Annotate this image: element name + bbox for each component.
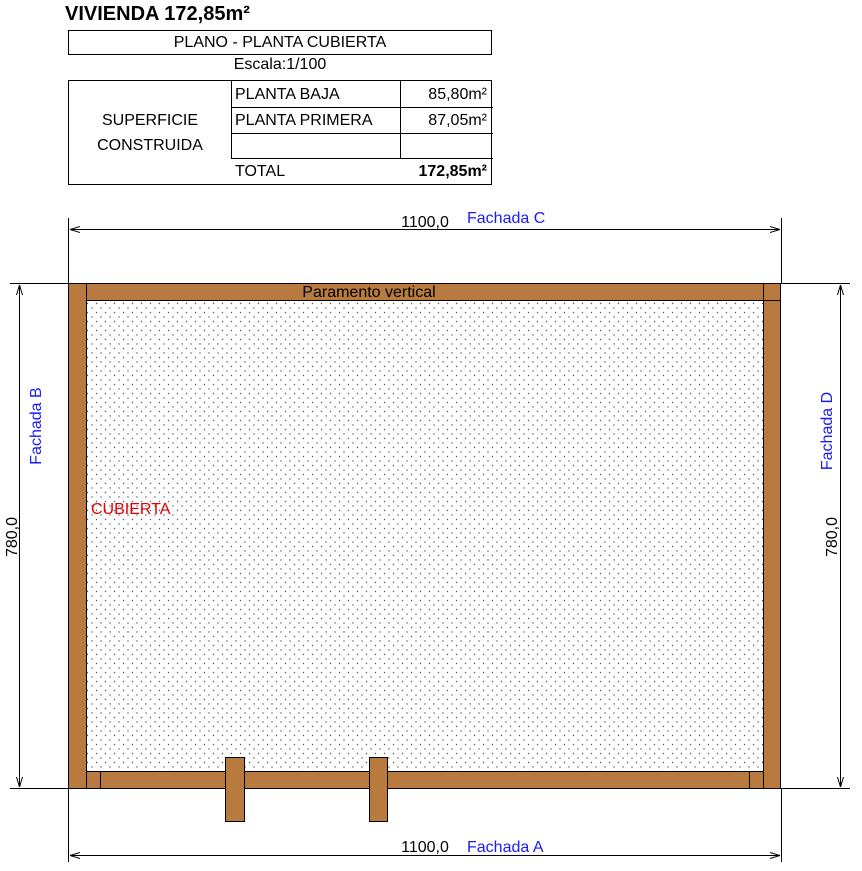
row-planta-baja-name: PLANTA BAJA [235,86,340,103]
row-planta-primera-name: PLANTA PRIMERA [235,112,373,129]
row-planta-baja-value: 85,80m² [428,86,487,103]
surface-label-line2: CONSTRUIDA [97,137,203,154]
facade-d-label: Fachada D [819,391,836,471]
post-left [226,758,245,822]
plan-title: VIVIENDA 172,85m² [65,3,250,25]
facade-a-label: Fachada A [467,839,544,856]
dimension-bottom-value: 1100,0 [401,839,449,856]
total-value: 172,85m² [418,163,487,180]
dimension-top-value: 1100,0 [401,214,449,231]
wall-label: Paramento vertical [302,284,436,301]
dimension-left-value: 780,0 [4,516,21,558]
scale-label: Escala:1/100 [233,56,327,73]
post-right [370,758,388,822]
facade-b-label: Fachada B [28,387,45,465]
facade-c-label: Fachada C [467,210,546,227]
roof-label: CUBIERTA [91,501,171,518]
dimension-right-value: 780,0 [824,516,841,558]
wall-bottom [87,772,764,789]
wall-right [764,301,781,789]
roof-area [86,300,764,772]
plan-name: PLANO - PLANTA CUBIERTA [173,34,387,51]
wall-left [69,284,87,789]
row-planta-primera-value: 87,05m² [428,112,487,129]
total-label: TOTAL [235,163,286,180]
surface-label-line1: SUPERFICIE [101,112,198,129]
